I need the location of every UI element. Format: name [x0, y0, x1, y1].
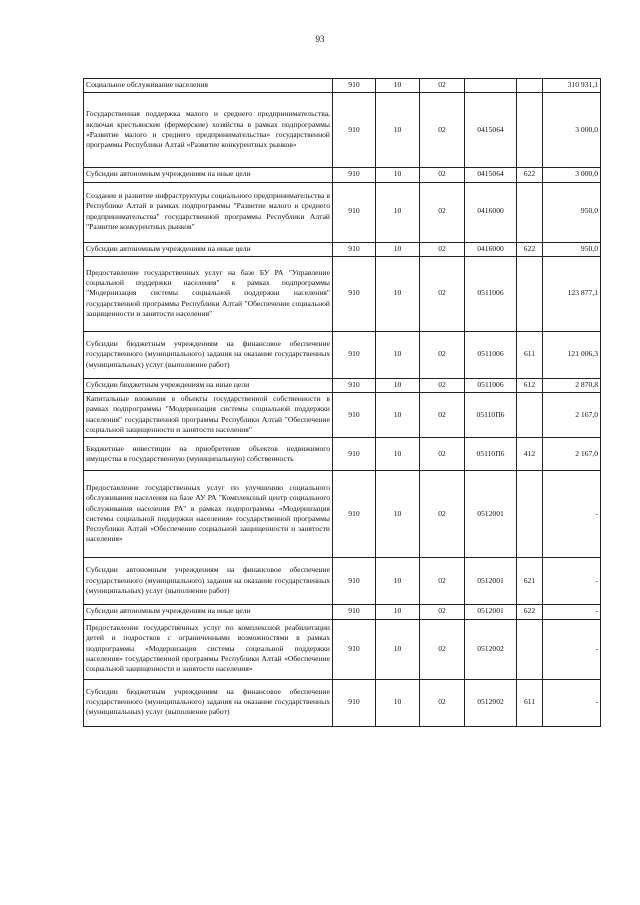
- target-article-code-cell: 05110П6: [465, 438, 517, 471]
- item-name-cell: Субсидии бюджетным учреждениям на иные цели: [84, 378, 333, 392]
- subsection-code-cell: 02: [420, 256, 465, 331]
- amount-cell: -: [543, 619, 601, 679]
- section-code-cell: 10: [376, 605, 420, 619]
- section-code-cell: 10: [376, 471, 420, 558]
- amount-cell: 3 000,0: [543, 93, 601, 168]
- ministry-code-cell: 910: [333, 393, 376, 438]
- table-row: [84, 378, 601, 392]
- amount-cell: 123 877,1: [543, 256, 601, 331]
- section-code-cell: 10: [376, 168, 420, 182]
- subsection-code-cell: 02: [420, 438, 465, 471]
- amount-cell: 2 870,8: [543, 378, 601, 392]
- target-article-code-cell: 0512001: [465, 558, 517, 605]
- ministry-code-cell: 910: [333, 378, 376, 392]
- section-code-cell: 10: [376, 679, 420, 726]
- expense-type-code-cell: 622: [517, 242, 543, 256]
- table-row: [84, 393, 601, 438]
- table-row: [84, 438, 601, 471]
- expense-type-code-cell: [517, 471, 543, 558]
- expense-type-code-cell: 621: [517, 558, 543, 605]
- amount-cell: 950,0: [543, 242, 601, 256]
- section-code-cell: 10: [376, 378, 420, 392]
- item-name-cell: Субсидии автономным учреждениям на финансовое обеспечение государственного (муниципального) задания на оказание государственных (муниципальных) услуг (выполнение работ): [84, 558, 333, 605]
- subsection-code-cell: 02: [420, 558, 465, 605]
- item-name-cell: Субсидии автономным учреждениям на иные цели: [84, 605, 333, 619]
- expense-type-code-cell: 611: [517, 331, 543, 378]
- ministry-code-cell: 910: [333, 93, 376, 168]
- target-article-code-cell: 0512002: [465, 679, 517, 726]
- ministry-code-cell: 910: [333, 256, 376, 331]
- item-name-cell: Предоставление государственных услуг по улучшению социального обслуживания населения на базе АУ РА "Комплексный центр социального обслуживания населения РА" в рамках подпрограммы «Модернизация системы социальной поддержки населения» государственной программы Республики Алтай «Обеспечение социальной защищенности и занятости населения»: [84, 471, 333, 558]
- target-article-code-cell: 0511006: [465, 378, 517, 392]
- subsection-code-cell: 02: [420, 605, 465, 619]
- item-name-cell: Предоставление государственных услуг по комплексной реабилитации детей и подростков с ограниченными возможностями в рамках подпрограммы «Модернизация системы социальной поддержки населения» государственной программы Республики Алтай «Обеспечение социальной защищенности и занятости населения»: [84, 619, 333, 679]
- subsection-code-cell: 02: [420, 679, 465, 726]
- subsection-code-cell: 02: [420, 393, 465, 438]
- table-body: [84, 79, 601, 727]
- target-article-code-cell: [465, 79, 517, 93]
- table-row: [84, 471, 601, 558]
- amount-cell: 3 000,0: [543, 168, 601, 182]
- expense-type-code-cell: 622: [517, 605, 543, 619]
- expense-type-code-cell: 622: [517, 168, 543, 182]
- table-row: [84, 619, 601, 679]
- table-row: [84, 79, 601, 93]
- target-article-code-cell: 0512002: [465, 619, 517, 679]
- target-article-code-cell: 05110П6: [465, 393, 517, 438]
- section-code-cell: 10: [376, 619, 420, 679]
- expense-type-code-cell: [517, 256, 543, 331]
- item-name-cell: Социальное обслуживание населения: [84, 79, 333, 93]
- subsection-code-cell: 02: [420, 331, 465, 378]
- item-name-cell: Предоставление государственных услуг на базе БУ РА "Управление социальной поддержки населения" в рамках подпрограммы "Модернизация системы социальной поддержки населения" государственной программы Республики Алтай "Обеспечение социальной защищенности и занятости населения": [84, 256, 333, 331]
- budget-table: [83, 78, 601, 727]
- subsection-code-cell: 02: [420, 168, 465, 182]
- subsection-code-cell: 02: [420, 93, 465, 168]
- table-row: [84, 93, 601, 168]
- expense-type-code-cell: [517, 182, 543, 242]
- ministry-code-cell: 910: [333, 79, 376, 93]
- table-row: [84, 679, 601, 726]
- subsection-code-cell: 02: [420, 471, 465, 558]
- expense-type-code-cell: 612: [517, 378, 543, 392]
- section-code-cell: 10: [376, 331, 420, 378]
- ministry-code-cell: 910: [333, 619, 376, 679]
- subsection-code-cell: 02: [420, 79, 465, 93]
- target-article-code-cell: 0415064: [465, 168, 517, 182]
- table-row: [84, 605, 601, 619]
- expense-type-code-cell: [517, 93, 543, 168]
- section-code-cell: 10: [376, 256, 420, 331]
- subsection-code-cell: 02: [420, 242, 465, 256]
- section-code-cell: 10: [376, 242, 420, 256]
- amount-cell: -: [543, 558, 601, 605]
- ministry-code-cell: 910: [333, 438, 376, 471]
- amount-cell: 2 167,0: [543, 438, 601, 471]
- expense-type-code-cell: [517, 79, 543, 93]
- amount-cell: 121 006,3: [543, 331, 601, 378]
- item-name-cell: Субсидии автономным учреждениям на иные цели: [84, 168, 333, 182]
- item-name-cell: Капитальные вложения в объекты государственной собственности в рамках подпрограммы "Модернизация системы социальной поддержки населения" государственной программы Республики Алтай "Обеспечение социальной защищенности и занятости населения": [84, 393, 333, 438]
- table-row: [84, 558, 601, 605]
- section-code-cell: 10: [376, 182, 420, 242]
- table-row: [84, 182, 601, 242]
- ministry-code-cell: 910: [333, 471, 376, 558]
- item-name-cell: Субсидии бюджетным учреждениям на финансовое обеспечение государственного (муниципального) задания на оказание государственных (муниципальных) услуг (выполнение работ): [84, 679, 333, 726]
- ministry-code-cell: 910: [333, 182, 376, 242]
- page-number: 93: [315, 34, 325, 44]
- item-name-cell: Создание и развитие инфраструктуры социального предпринимательства в Республике Алтай в рамках подпрограммы "Развитие малого и среднего предпринимательства" государственной программы Республики Алтай "Развитие конкурентных рынков": [84, 182, 333, 242]
- expense-type-code-cell: 412: [517, 438, 543, 471]
- table-row: [84, 242, 601, 256]
- amount-cell: -: [543, 471, 601, 558]
- ministry-code-cell: 910: [333, 605, 376, 619]
- target-article-code-cell: 0512001: [465, 605, 517, 619]
- item-name-cell: Государственная поддержка малого и среднего предпринимательства, включая крестьянские (фермерские) хозяйства в рамках подпрограммы «Развитие малого и среднего предпринимательства» государственной программы Республики Алтай «Развитие конкурентных рынков»: [84, 93, 333, 168]
- section-code-cell: 10: [376, 438, 420, 471]
- target-article-code-cell: 0416000: [465, 182, 517, 242]
- amount-cell: -: [543, 679, 601, 726]
- section-code-cell: 10: [376, 393, 420, 438]
- ministry-code-cell: 910: [333, 558, 376, 605]
- subsection-code-cell: 02: [420, 378, 465, 392]
- subsection-code-cell: 02: [420, 182, 465, 242]
- section-code-cell: 10: [376, 79, 420, 93]
- subsection-code-cell: 02: [420, 619, 465, 679]
- amount-cell: 950,0: [543, 182, 601, 242]
- item-name-cell: Субсидии автономным учреждениям на иные цели: [84, 242, 333, 256]
- amount-cell: -: [543, 605, 601, 619]
- table-row: [84, 256, 601, 331]
- target-article-code-cell: 0511006: [465, 331, 517, 378]
- ministry-code-cell: 910: [333, 168, 376, 182]
- target-article-code-cell: 0415064: [465, 93, 517, 168]
- table-row: [84, 168, 601, 182]
- target-article-code-cell: 0511006: [465, 256, 517, 331]
- expense-type-code-cell: [517, 619, 543, 679]
- amount-cell: 310 931,1: [543, 79, 601, 93]
- ministry-code-cell: 910: [333, 679, 376, 726]
- item-name-cell: Бюджетные инвестиции на приобретение объектов недвижимого имущества в государственную (муниципальную) собственность: [84, 438, 333, 471]
- target-article-code-cell: 0416000: [465, 242, 517, 256]
- section-code-cell: 10: [376, 558, 420, 605]
- section-code-cell: 10: [376, 93, 420, 168]
- ministry-code-cell: 910: [333, 242, 376, 256]
- amount-cell: 2 167,0: [543, 393, 601, 438]
- ministry-code-cell: 910: [333, 331, 376, 378]
- item-name-cell: Субсидии бюджетным учреждениям на финансовое обеспечение государственного (муниципального) задания на оказание государственных (муниципальных) услуг (выполнение работ): [84, 331, 333, 378]
- expense-type-code-cell: 611: [517, 679, 543, 726]
- expense-type-code-cell: [517, 393, 543, 438]
- table-row: [84, 331, 601, 378]
- target-article-code-cell: 0512001: [465, 471, 517, 558]
